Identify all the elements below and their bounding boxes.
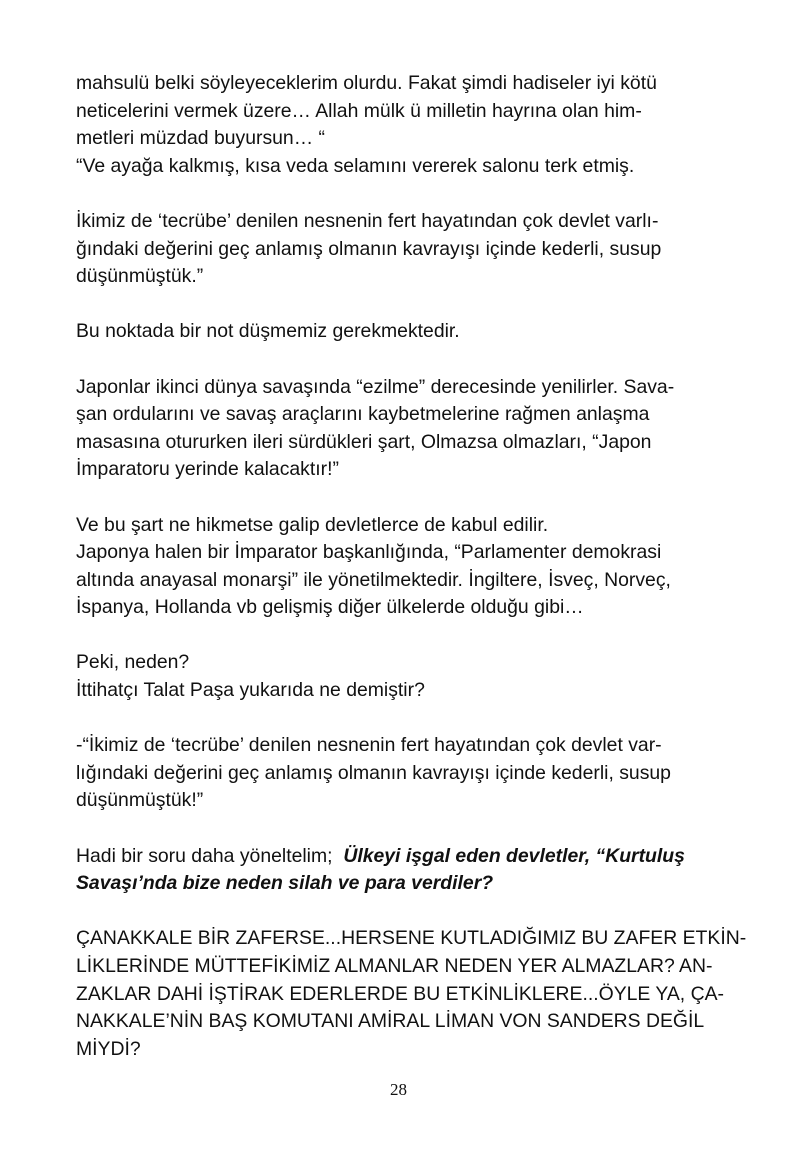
text-line: MİYDİ? [76,1037,141,1060]
paragraph-japan-defeat [76,374,726,484]
text-line: LİKLERİNDE MÜTTEFİKİMİZ ALMANLAR NEDEN YER ALMAZLAR? AN- [76,955,713,977]
paragraph-tecrube-quote [76,208,726,291]
text-line: şan ordularını ve savaş araçlarını kaybetmelerine rağmen anlaşma [76,403,650,426]
text-line: “Ve ayağa kalkmış, kısa veda selamını vererek salonu terk etmiş. [76,154,635,177]
document-page [76,70,747,1091]
text-line: masasına otururken ileri sürdükleri şart, Olmazsa olmazları, “Japon [76,430,652,453]
text-line: lığındaki değerini geç anlamış olmanın kavrayışı içinde kederli, susup [76,761,671,784]
text-line: Peki, neden? [76,651,190,674]
text-line: ğındaki değerini geç anlamış olmanın kavrayışı içinde kederli, susup [76,237,662,260]
paragraph-monarchy [76,512,726,622]
question-prefix: Hadi bir soru daha yöneltelim; [76,844,333,867]
text-line: ZAKLAR DAHİ İŞTİRAK EDERLERDE BU ETKİNLİKLERE...ÖYLE YA, ÇA- [76,982,724,1005]
text-line: İttihatçı Talat Paşa yukarıda ne demiştir? [76,679,425,702]
page-number: 28 [390,1080,407,1099]
paragraph-question [76,649,726,704]
text-line: ÇANAKKALE BİR ZAFERSE...HERSENE KUTLADIĞIMIZ BU ZAFER ETKİN- [76,927,747,950]
text-line: Japonya halen bir İmparator başkanlığında, “Parlamenter demokrasi [76,541,662,564]
text-line: Bu noktada bir not düşmemiz gerekmektedir. [76,320,460,343]
paragraph-note [76,318,726,346]
text-line: İmparatoru yerinde kalacaktır!” [76,458,339,481]
text-line: mahsulü belki söyleyeceklerim olurdu. Fakat şimdi hadiseler iyi kötü [76,72,657,94]
text-line: neticelerini vermek üzere… Allah mülk ü milletin hayrına olan him- [76,99,642,122]
text-line: NAKKALE’NİN BAŞ KOMUTANI AMİRAL LİMAN VON SANDERS DEĞİL [76,1010,705,1033]
text-line: düşünmüştük!” [76,789,204,812]
paragraph-talat-speech-end [76,70,726,180]
text-line: metleri müzdad buyursun… “ [76,127,325,150]
text-line: Ve bu şart ne hikmetse galip devletlerce de kabul edilir. [76,513,549,536]
paragraph-canakkale-caps [76,925,747,1063]
text-line [76,843,726,871]
text-line: altında anayasal monarşi” ile yönetilmektedir. İngiltere, İsveç, Norveç, [76,568,671,591]
question-emphasis: Ülkeyi işgal eden devletler, “Kurtuluş [343,844,685,867]
paragraph-repeat-quote [76,732,726,815]
paragraph-another-question [76,843,726,898]
text-line: düşünmüştük.” [76,265,204,288]
text-line: İspanya, Hollanda vb gelişmiş diğer ülkelerde olduğu gibi… [76,596,584,619]
text-line: İkimiz de ‘tecrübe’ denilen nesnenin fert hayatından çok devlet varlı- [76,209,659,232]
question-emphasis: Savaşı’nda bize neden silah ve para verdiler? [76,872,494,895]
text-line: -“İkimiz de ‘tecrübe’ denilen nesnenin fert hayatından çok devlet var- [76,734,662,757]
text-line: Japonlar ikinci dünya savaşında “ezilme” derecesinde yenilirler. Sava- [76,375,675,398]
